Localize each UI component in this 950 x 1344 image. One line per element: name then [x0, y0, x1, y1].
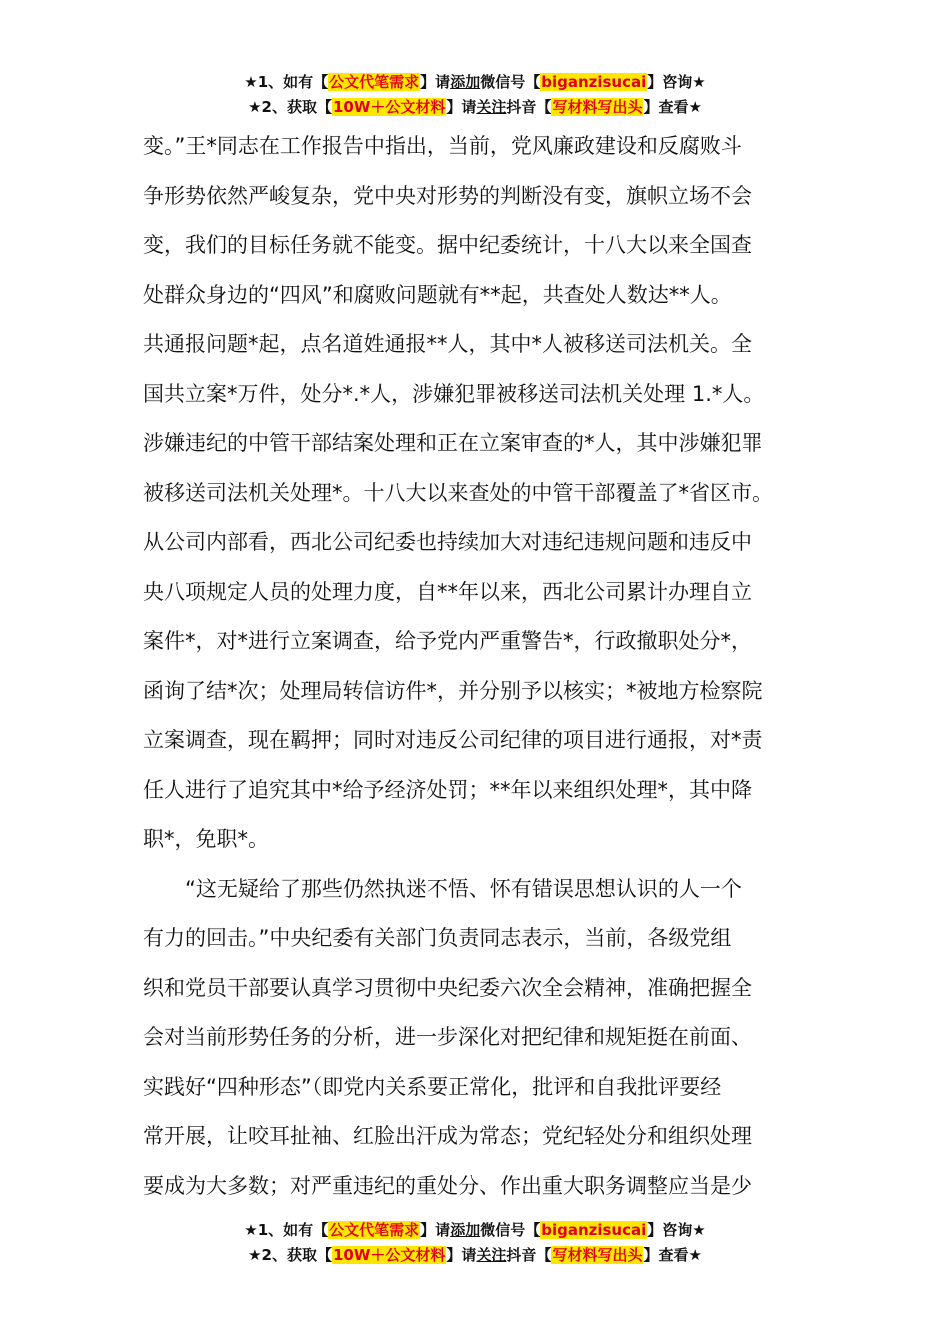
body-line: 常开展，让咬耳扯袖、红脸出汗成为常态；党纪轻处分和组织处理 — [143, 1124, 752, 1148]
body-line: 会对当前形势任务的分析，进一步深化对把纪律和规矩挺在前面、 — [143, 1025, 752, 1049]
body-line: 央八项规定人员的处理力度，自**年以来，西北公司累计办理自立 — [143, 579, 752, 604]
banner-line-1 — [0, 1218, 950, 1243]
highlight-wechat-id: biganzisucai — [541, 1221, 647, 1239]
banner-text: 微信号【 — [480, 1221, 541, 1239]
banner-underline-text: 关注 — [476, 1246, 507, 1264]
banner-line-1 — [0, 70, 950, 95]
body-line: 处群众身边的“四风”和腐败问题就有**起，共查处人数达**人。 — [143, 282, 732, 307]
banner-line-2 — [0, 95, 950, 120]
paragraph-start-line: “这无疑给了那些仍然执迷不悟、怀有错误思想认识的人一个 — [185, 876, 742, 901]
banner-text: ★2、获取【 — [248, 1246, 332, 1264]
banner-underline-text: 关注 — [476, 98, 507, 116]
banner-underline-text: 添加 — [450, 1221, 481, 1239]
body-line: 函询了结*次；处理局转信访件*，并分别予以核实；*被地方检察院 — [143, 678, 763, 703]
body-line: 案件*，对*进行立案调查，给予党内严重警告*，行政撤职处分*， — [143, 629, 752, 653]
banner-text: 】咨询★ — [647, 1221, 706, 1239]
banner-text: ★1、如有【 — [244, 73, 329, 91]
highlight-service: 公文代笔需求 — [329, 1221, 420, 1239]
body-line: 国共立案*万件，处分*.*人，涉嫌犯罪被移送司法机关处理 1.*人。 — [143, 381, 765, 406]
banner-text: ★2、获取【 — [248, 98, 332, 116]
body-line: 要成为大多数；对严重违纪的重处分、作出重大职务调整应当是少 — [143, 1173, 752, 1198]
body-line: 争形势依然严峻复杂，党中央对形势的判断没有变，旗帜立场不会 — [143, 183, 752, 208]
body-line: 立案调查，现在羁押；同时对违反公司纪律的项目进行通报，对*责 — [143, 728, 763, 752]
banner-text: 】查看★ — [643, 1246, 702, 1264]
body-line: 职*，免职*。 — [143, 827, 269, 851]
header-banner — [0, 70, 950, 120]
body-line: 实践好“四种形态”（即党内关系要正常化，批评和自我批评要经 — [143, 1074, 722, 1099]
body-line: 变，我们的目标任务就不能变。据中纪委统计，十八大以来全国查 — [143, 233, 752, 257]
banner-text: 】咨询★ — [647, 73, 706, 91]
highlight-materials: 10W＋公文材料 — [332, 98, 446, 116]
body-line: 织和党员干部要认真学习贯彻中央纪委六次全会精神，准确把握全 — [143, 975, 752, 1000]
banner-text: ★1、如有【 — [244, 1221, 329, 1239]
highlight-douyin-id: 写材料写出头 — [552, 1246, 643, 1264]
body-line: 任人进行了追究其中*给予经济处罚；**年以来组织处理*，其中降 — [143, 777, 752, 802]
body-line: 被移送司法机关处理*。十八大以来查处的中管干部覆盖了*省区市。 — [143, 480, 773, 505]
body-line: 变。”王*同志在工作报告中指出，当前，党风廉政建设和反腐败斗 — [143, 134, 742, 158]
highlight-wechat-id: biganzisucai — [541, 73, 647, 91]
body-line: 从公司内部看，西北公司纪委也持续加大对违纪违规问题和违反中 — [143, 530, 752, 554]
banner-text: 微信号【 — [480, 73, 541, 91]
banner-text: 】请 — [446, 98, 477, 116]
body-line: 涉嫌违纪的中管干部结案处理和正在立案审查的*人，其中涉嫌犯罪 — [143, 431, 763, 455]
highlight-materials: 10W＋公文材料 — [332, 1246, 446, 1264]
banner-line-2 — [0, 1243, 950, 1268]
highlight-douyin-id: 写材料写出头 — [552, 98, 643, 116]
highlight-service: 公文代笔需求 — [329, 73, 420, 91]
banner-text: 】请 — [420, 1221, 451, 1239]
body-line: 有力的回击。”中央纪委有关部门负责同志表示，当前，各级党组 — [143, 926, 732, 950]
banner-text: 抖音【 — [506, 1246, 552, 1264]
banner-text: 抖音【 — [506, 98, 552, 116]
document-body — [143, 122, 813, 1211]
banner-text: 】请 — [420, 73, 451, 91]
banner-underline-text: 添加 — [450, 73, 481, 91]
banner-text: 】请 — [446, 1246, 477, 1264]
footer-banner — [0, 1218, 950, 1268]
body-line: 共通报问题*起，点名道姓通报**人，其中*人被移送司法机关。全 — [143, 332, 752, 356]
banner-text: 】查看★ — [643, 98, 702, 116]
